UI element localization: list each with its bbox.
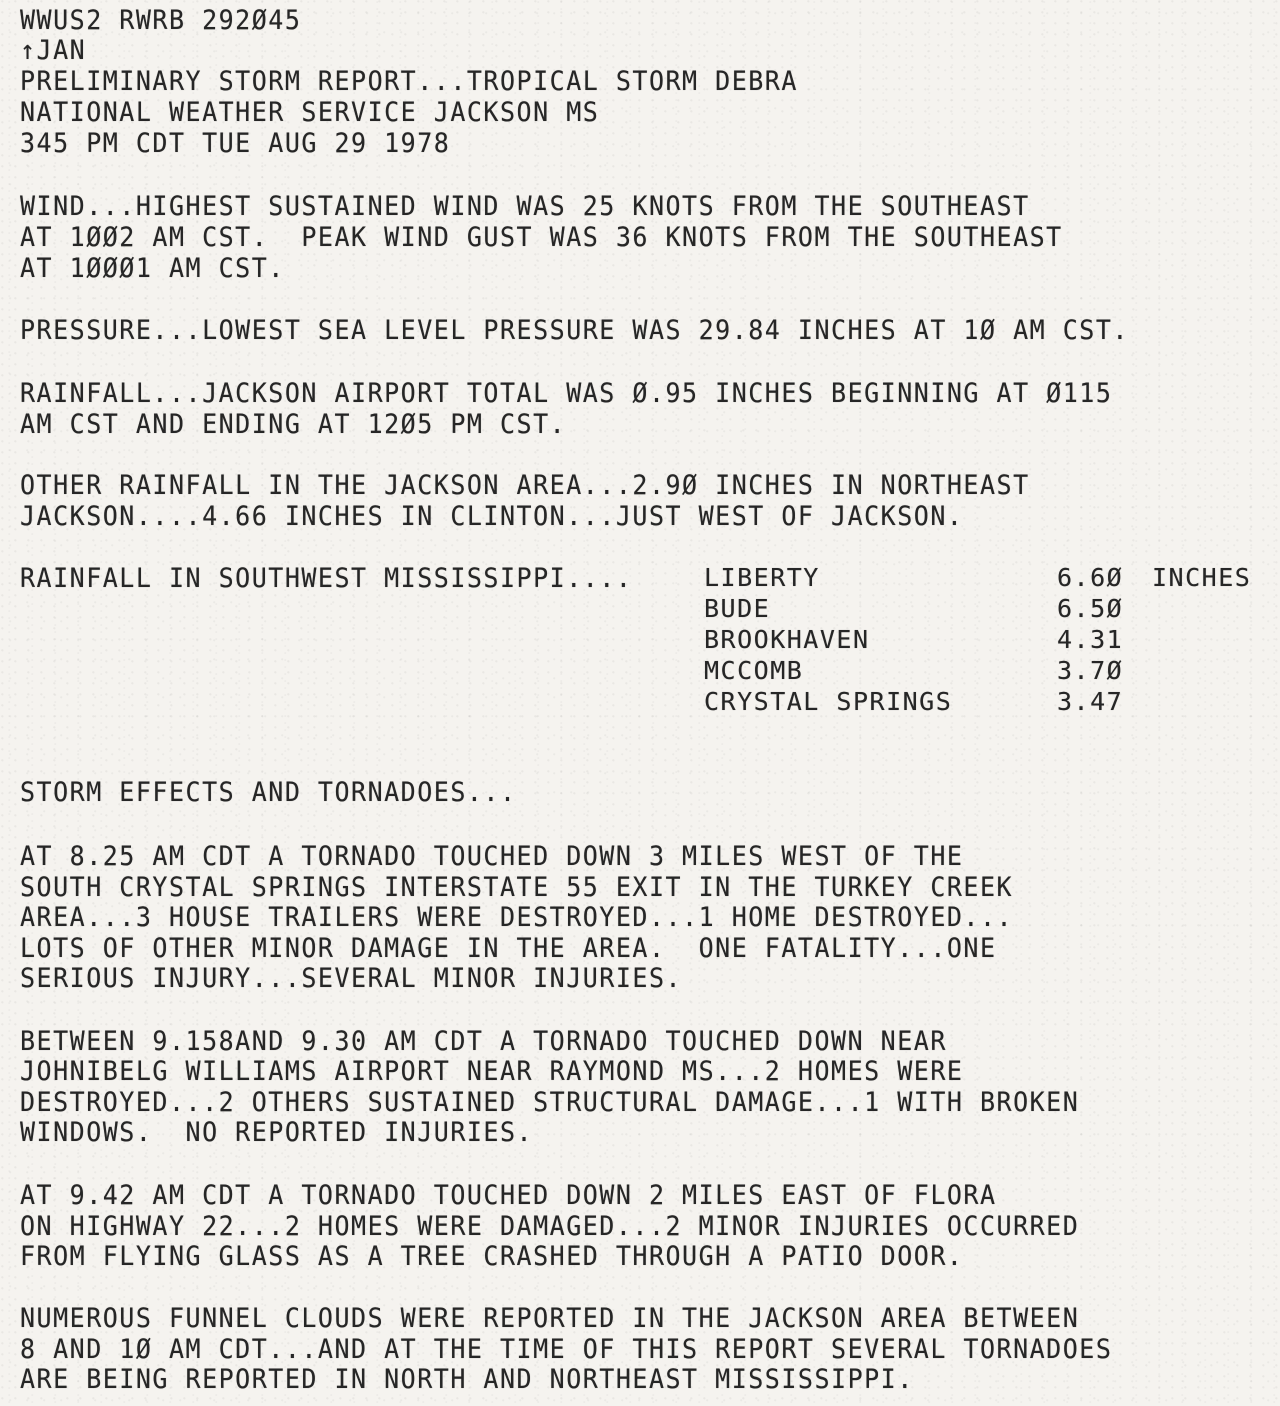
station-name: CRYSTAL SPRINGS (704, 687, 953, 716)
tornado-report-line: FROM FLYING GLASS AS A TREE CRASHED THROUGH A PATIO DOOR. (20, 1241, 964, 1272)
header-product-id: WWUS2 RWRB 292Ø45 (20, 5, 302, 36)
tornado-report-line: AT 9.42 AM CDT A TORNADO TOUCHED DOWN 2 MILES EAST OF FLORA (20, 1180, 997, 1211)
tornado-report-line: SOUTH CRYSTAL SPRINGS INTERSTATE 55 EXIT IN THE TURKEY CREEK (20, 872, 1014, 903)
station-name: BROOKHAVEN (704, 625, 870, 654)
wind-line: WIND...HIGHEST SUSTAINED WIND WAS 25 KNOTS FROM THE SOUTHEAST (20, 191, 1030, 222)
station-amount: 4.31 (1057, 625, 1124, 654)
other-rainfall-line: OTHER RAINFALL IN THE JACKSON AREA...2.9Ø INCHES IN NORTHEAST (20, 470, 1030, 501)
rainfall-line: AM CST AND ENDING AT 12Ø5 PM CST. (20, 409, 567, 440)
report-title: PRELIMINARY STORM REPORT...TROPICAL STORM DEBRA (20, 66, 798, 97)
tornado-report-line: WINDOWS. NO REPORTED INJURIES. (20, 1117, 534, 1148)
wind-line: AT 1ØØØ1 AM CST. (20, 253, 285, 284)
tornado-report-line: AREA...3 HOUSE TRAILERS WERE DESTROYED...1 HOME DESTROYED... (20, 902, 1014, 933)
tornado-report-line: ON HIGHWAY 22...2 HOMES WERE DAMAGED...2 MINOR INJURIES OCCURRED (20, 1211, 1080, 1242)
station-amount: 3.7Ø (1057, 656, 1124, 685)
tornado-report-line: DESTROYED...2 OTHERS SUSTAINED STRUCTURAL DAMAGE...1 WITH BROKEN (20, 1087, 1080, 1118)
tornado-report-line: LOTS OF OTHER MINOR DAMAGE IN THE AREA. ONE FATALITY...ONE (20, 933, 997, 964)
southwest-rainfall-label: RAINFALL IN SOUTHWEST MISSISSIPPI.... (20, 563, 633, 594)
tornado-report-line: AT 8.25 AM CDT A TORNADO TOUCHED DOWN 3 MILES WEST OF THE (20, 841, 964, 872)
wind-line: AT 1ØØ2 AM CST. PEAK WIND GUST WAS 36 KNOTS FROM THE SOUTHEAST (20, 222, 1063, 253)
rainfall-line: RAINFALL...JACKSON AIRPORT TOTAL WAS Ø.95 INCHES BEGINNING AT Ø115 (20, 378, 1113, 409)
station-amount: 3.47 (1057, 687, 1124, 716)
station-name: BUDE (704, 594, 771, 623)
station-amount: 6.6Ø (1057, 563, 1124, 592)
station-amount: 6.5Ø (1057, 594, 1124, 623)
station-name: MCCOMB (704, 656, 804, 685)
station-name: LIBERTY (704, 563, 820, 592)
pressure-line: PRESSURE...LOWEST SEA LEVEL PRESSURE WAS 29.84 INCHES AT 1Ø AM CST. (20, 315, 1129, 346)
issuing-office: NATIONAL WEATHER SERVICE JACKSON MS (20, 97, 600, 128)
tornado-report-line: SERIOUS INJURY...SEVERAL MINOR INJURIES. (20, 963, 683, 994)
funnel-cloud-line: NUMEROUS FUNNEL CLOUDS WERE REPORTED IN THE JACKSON AREA BETWEEN (20, 1303, 1080, 1334)
rainfall-unit: INCHES (1152, 563, 1252, 592)
tornado-report-line: BETWEEN 9.158AND 9.30 AM CDT A TORNADO TOUCHED DOWN NEAR (20, 1026, 947, 1057)
funnel-cloud-line: 8 AND 1Ø AM CDT...AND AT THE TIME OF THIS REPORT SEVERAL TORNADOES (20, 1334, 1113, 1365)
storm-effects-heading: STORM EFFECTS AND TORNADOES... (20, 777, 517, 808)
funnel-cloud-line: ARE BEING REPORTED IN NORTH AND NORTHEAST MISSISSIPPI. (20, 1364, 914, 1395)
issue-time: 345 PM CDT TUE AUG 29 1978 (20, 128, 451, 159)
other-rainfall-line: JACKSON....4.66 INCHES IN CLINTON...JUST WEST OF JACKSON. (20, 501, 964, 532)
tornado-report-line: JOHNIBELG WILLIAMS AIRPORT NEAR RAYMOND MS...2 HOMES WERE (20, 1056, 964, 1087)
header-office: ↑JAN (20, 35, 87, 66)
